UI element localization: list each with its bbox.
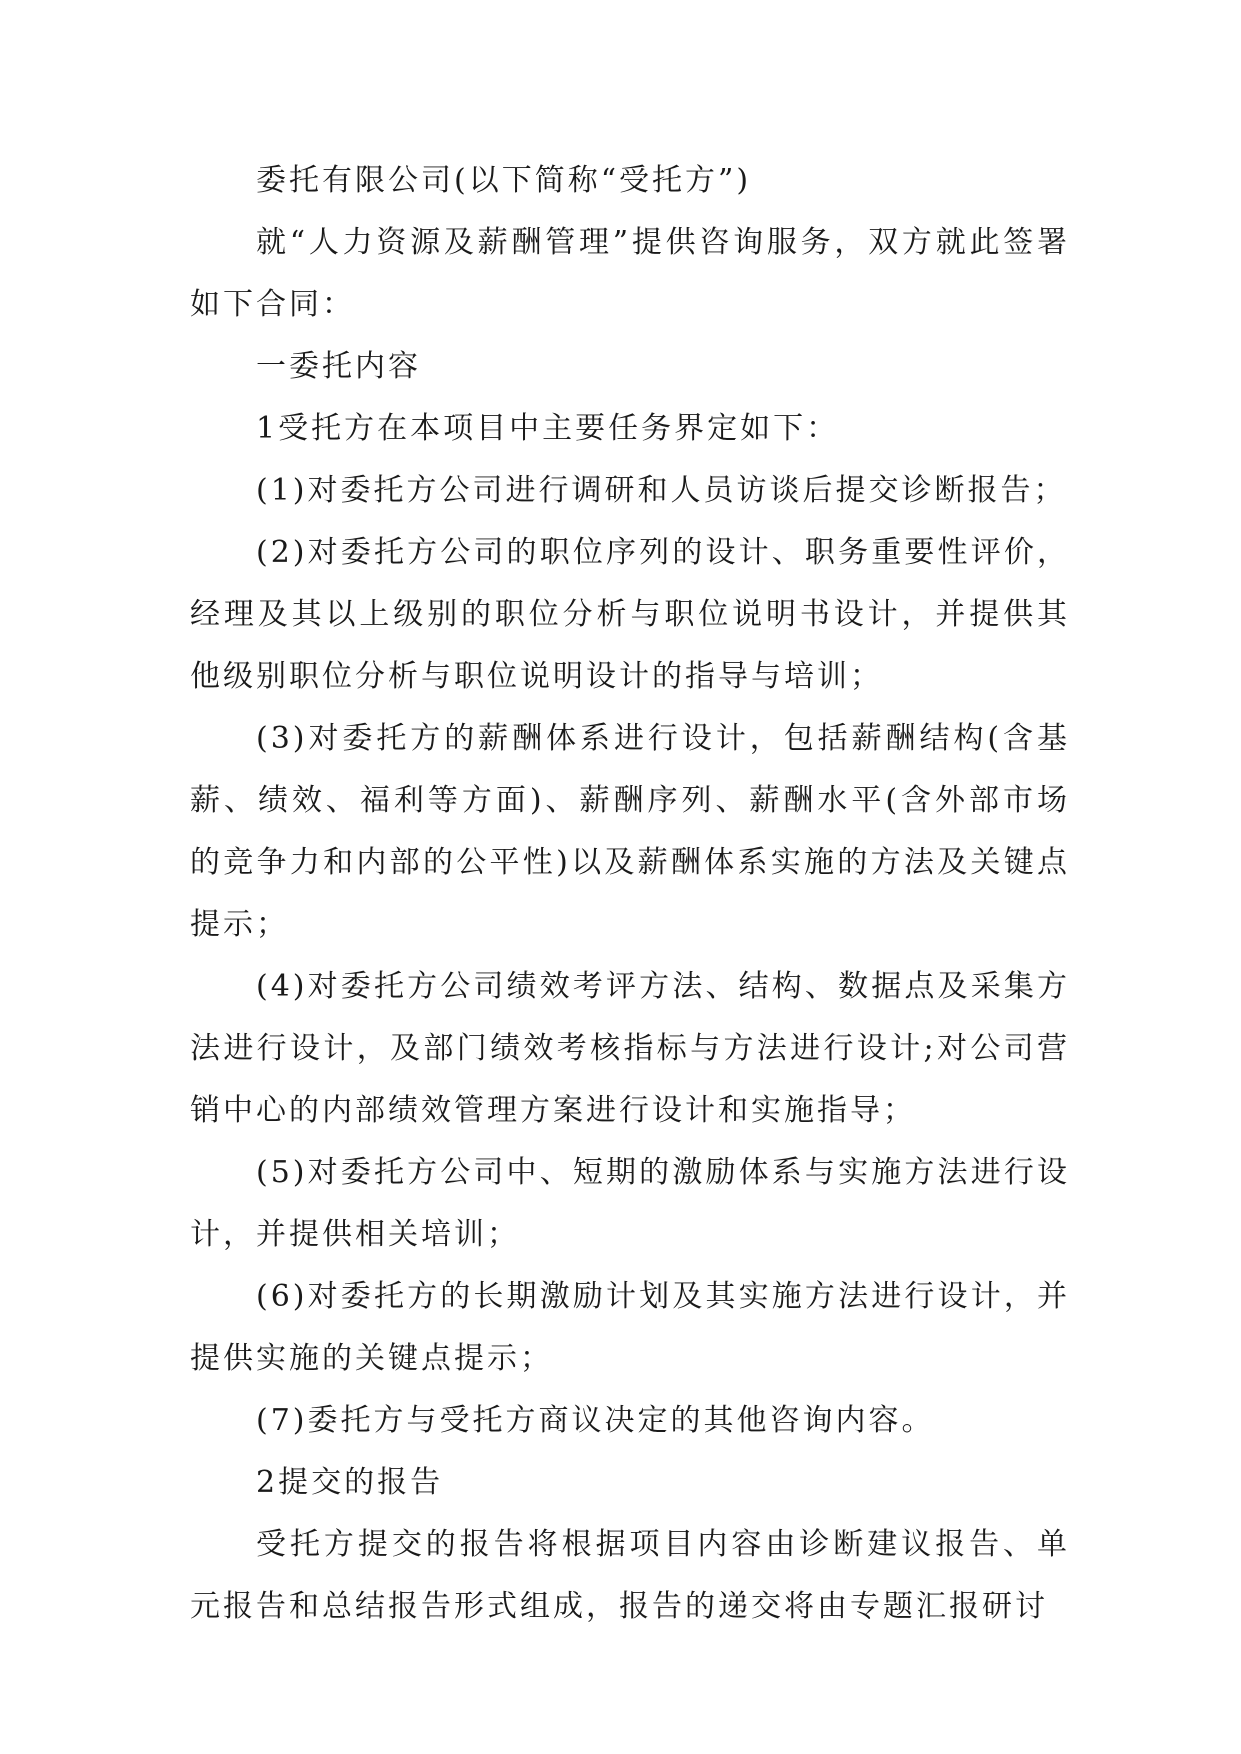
list-item-4: (4)对委托方公司绩效考评方法、结构、数据点及采集方法进行设计，及部门绩效考核指标与方法进行设计;对公司营销中心的内部绩效管理方案进行设计和实施指导； [190, 969, 1070, 1128]
list-item-2: (2)对委托方公司的职位序列的设计、职务重要性评价，经理及其以上级别的职位分析与职位说明书设计，并提供其他级别职位分析与职位说明设计的指导与培训； [190, 535, 1070, 694]
section-heading-commission: 一委托内容 [256, 349, 421, 384]
paragraph-client-intro: 委托有限公司(以下简称“受托方”) [256, 163, 752, 198]
subheading-tasks: 1受托方在本项目中主要任务界定如下： [256, 411, 840, 446]
document-page [190, 150, 1070, 1638]
list-item-7: (7)委托方与受托方商议决定的其他咨询内容。 [256, 1403, 935, 1438]
subheading-reports: 2提交的报告 [256, 1465, 444, 1500]
list-item-6: (6)对委托方的长期激励计划及其实施方法进行设计，并提供实施的关键点提示； [190, 1279, 1070, 1376]
paragraph-contract-purpose: 就“人力资源及薪酬管理”提供咨询服务，双方就此签署如下合同： [190, 225, 1070, 322]
list-item-3: (3)对委托方的薪酬体系进行设计，包括薪酬结构(含基薪、绩效、福利等方面)、薪酬序列、薪酬水平(含外部市场的竞争力和内部的公平性)以及薪酬体系实施的方法及关键点提示； [190, 721, 1070, 942]
list-item-1: (1)对委托方公司进行调研和人员访谈后提交诊断报告； [256, 473, 1067, 508]
paragraph-reports: 受托方提交的报告将根据项目内容由诊断建议报告、单元报告和总结报告形式组成，报告的递交将由专题汇报研讨 [190, 1527, 1070, 1624]
list-item-5: (5)对委托方公司中、短期的激励体系与实施方法进行设计，并提供相关培训； [190, 1155, 1070, 1252]
